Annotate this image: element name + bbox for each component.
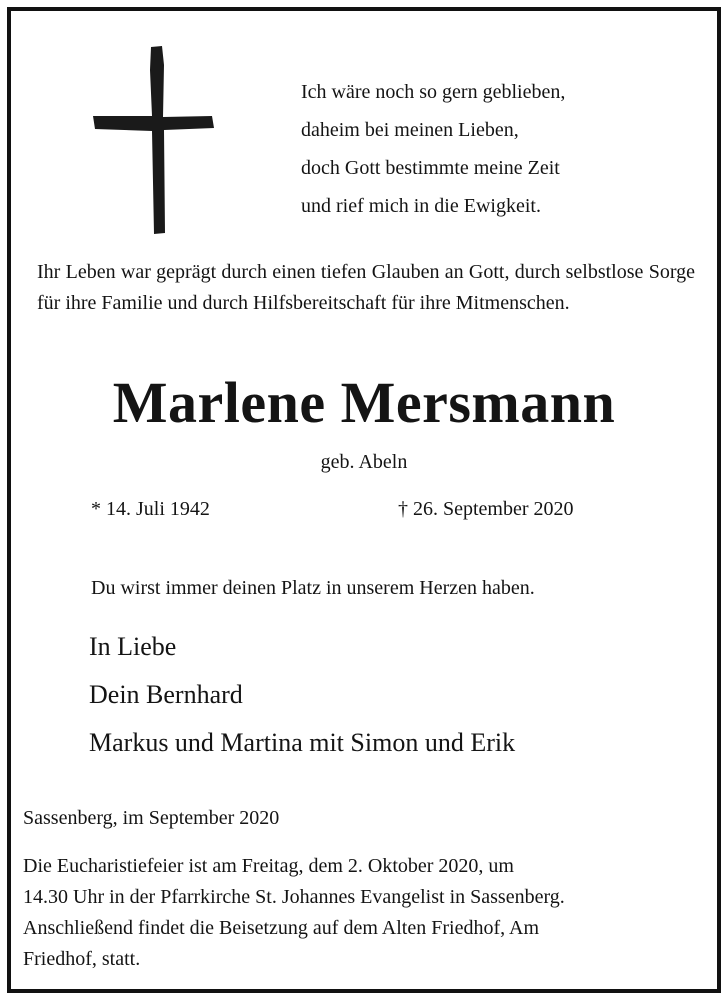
birth-date: * 14. Juli 1942 bbox=[91, 498, 210, 520]
signoff bbox=[89, 623, 515, 767]
deceased-name: Marlene Mersmann bbox=[112, 370, 616, 435]
poem-line: Ich wäre noch so gern geblieben, bbox=[301, 81, 566, 103]
tribute-paragraph: Ihr Leben war geprägt durch einen tiefen Glauben an Gott, durch selbstlose Sorge für ihre Familie und durch Hilfsbereitschaft für ihre Mitmenschen. bbox=[37, 261, 695, 314]
maiden-name: geb. Abeln bbox=[320, 451, 408, 473]
poem-line: doch Gott bestimmte meine Zeit bbox=[301, 157, 560, 179]
place-date: Sassenberg, im September 2020 bbox=[23, 807, 280, 829]
poem-line: und rief mich in die Ewigkeit. bbox=[301, 195, 541, 217]
signoff-line: Dein Bernhard bbox=[89, 680, 243, 709]
service-info bbox=[23, 851, 565, 975]
poem bbox=[301, 73, 565, 225]
cross-icon bbox=[91, 45, 215, 235]
service-line: Anschließend findet die Beisetzung auf dem Alten Friedhof, Am bbox=[23, 917, 539, 939]
service-line: 14.30 Uhr in der Pfarrkirche St. Johannes Evangelist in Sassenberg. bbox=[23, 886, 565, 908]
service-line: Die Eucharistiefeier ist am Freitag, dem 2. Oktober 2020, um bbox=[23, 855, 514, 877]
death-date: † 26. September 2020 bbox=[398, 498, 574, 520]
signoff-line: In Liebe bbox=[89, 632, 177, 661]
obituary-notice bbox=[7, 7, 721, 993]
service-line: Friedhof, statt. bbox=[23, 948, 141, 970]
signoff-line: Markus und Martina mit Simon und Erik bbox=[89, 728, 516, 757]
poem-line: daheim bei meinen Lieben, bbox=[301, 119, 519, 141]
memorial-sentence: Du wirst immer deinen Platz in unserem Herzen haben. bbox=[91, 577, 535, 599]
